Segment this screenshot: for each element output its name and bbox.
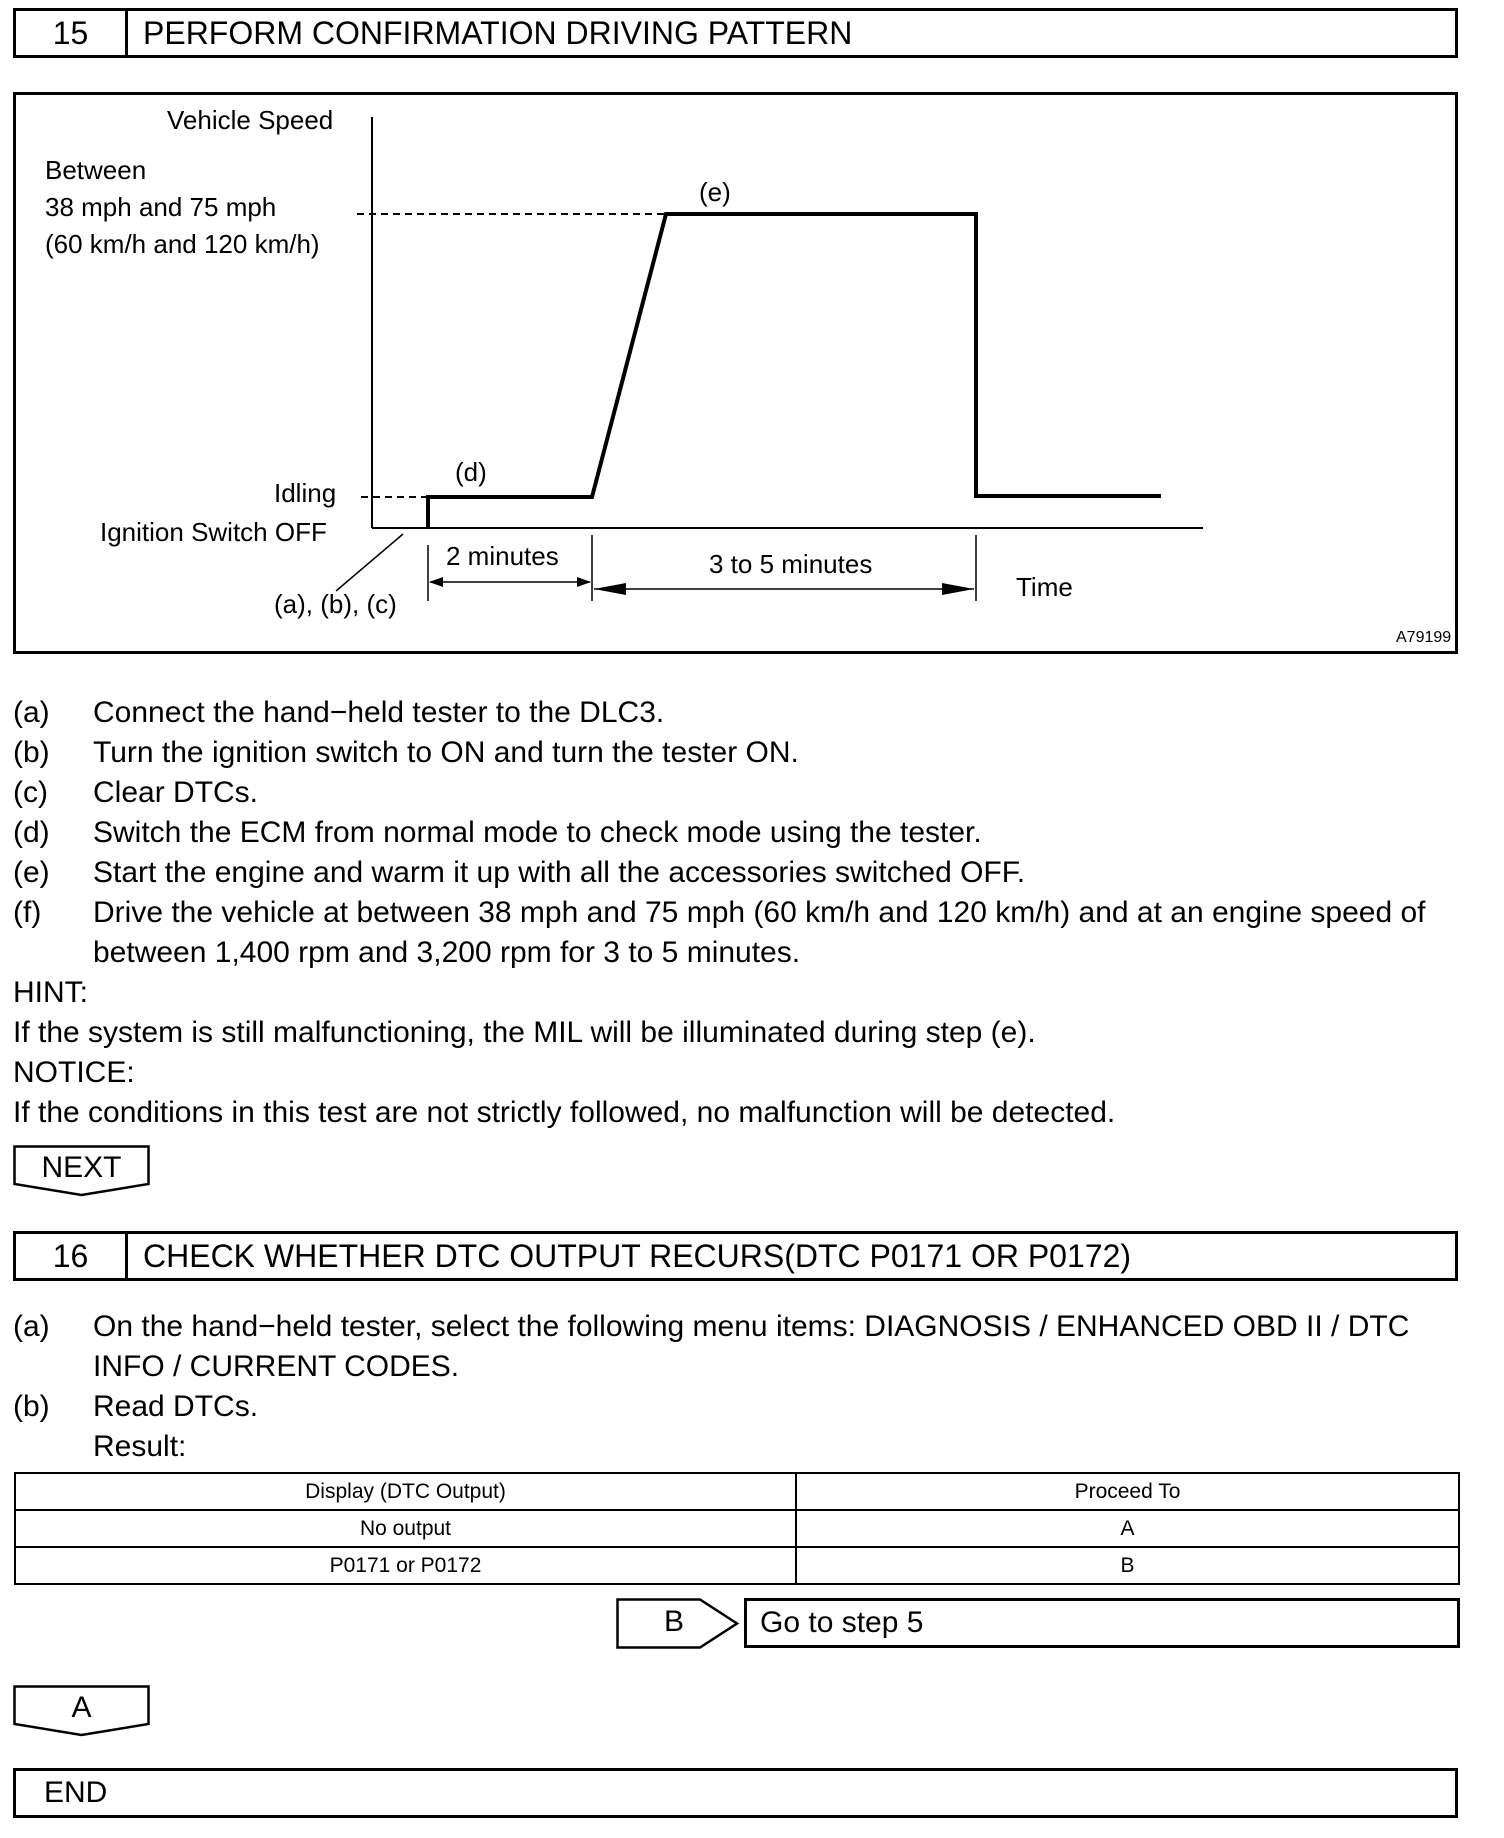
label-d: (d) [455, 457, 487, 487]
idling-label: Idling [274, 478, 337, 508]
label-e: (e) [699, 177, 731, 207]
list-marker: (a) [13, 1310, 50, 1343]
list-text: Turn the ignition switch to ON and turn the tester ON. [93, 736, 799, 769]
table-row [15, 1547, 1459, 1584]
label-abc: (a), (b), (c) [274, 589, 397, 619]
list-text: On the hand−held tester, select the following menu items: DIAGNOSIS / ENHANCED OBD II / DTC INFO / CURRENT CODES. [93, 1310, 1410, 1383]
step-title: PERFORM CONFIRMATION DRIVING PATTERN [143, 14, 853, 51]
list-item [13, 813, 1473, 853]
procedure-16-list [13, 1307, 1473, 1467]
list-item [13, 893, 1473, 973]
speed-range-line-2: 38 mph and 75 mph [45, 192, 277, 222]
table-cell: B [796, 1547, 1459, 1584]
ignition-off-label: Ignition Switch OFF [100, 517, 327, 547]
list-marker: (d) [13, 816, 50, 849]
duration-3-to-5-minutes: 3 to 5 minutes [709, 549, 873, 579]
step-number: 15 [16, 11, 128, 55]
speed-range-line-3: (60 km/h and 120 km/h) [45, 229, 320, 259]
notice-text: If the conditions in this test are not strictly followed, no malfunction will be detected. [13, 1096, 1116, 1129]
table-header-row [15, 1473, 1459, 1510]
speed-range-line-1: Between [45, 155, 147, 185]
arrow-head [594, 583, 626, 595]
branch-a-button[interactable] [13, 1685, 150, 1737]
table-cell: A [796, 1510, 1459, 1547]
list-item [13, 773, 1473, 813]
branch-b-button[interactable] [616, 1598, 740, 1650]
end-box: END [13, 1768, 1458, 1818]
list-marker: (c) [13, 776, 48, 809]
y-axis-label: Vehicle Speed [167, 105, 334, 135]
column-header: Proceed To [796, 1473, 1459, 1510]
branch-b-destination: Go to step 5 [744, 1598, 1460, 1648]
arrow-head [577, 577, 591, 587]
list-item [13, 853, 1473, 893]
table-cell: P0171 or P0172 [15, 1547, 796, 1584]
list-text: Switch the ECM from normal mode to check mode using the tester. [93, 816, 982, 849]
arrow-head [942, 583, 974, 595]
result-table [14, 1472, 1460, 1585]
next-button[interactable] [13, 1145, 150, 1197]
arrow-head [429, 577, 443, 587]
list-text: Start the engine and warm it up with all the accessories switched OFF. [93, 856, 1026, 889]
hint-label: HINT: [13, 976, 88, 1009]
table-cell: No output [15, 1510, 796, 1547]
branch-a-label: A [71, 1691, 92, 1724]
step-title: CHECK WHETHER DTC OUTPUT RECURS(DTC P0171 OR P0172) [143, 1237, 1132, 1274]
driving-pattern-figure [13, 92, 1458, 654]
list-text: Drive the vehicle at between 38 mph and 75 mph (60 km/h and 120 km/h) and at an engine speed of between 1,400 rpm and 3,200 rpm for 3 to 5 minutes. [93, 896, 1426, 969]
next-label: NEXT [41, 1151, 122, 1184]
branch-b-label: B [664, 1605, 685, 1638]
speed-trace [428, 214, 1161, 528]
list-item [13, 1307, 1473, 1387]
list-marker: (e) [13, 856, 50, 889]
notice-label: NOTICE: [13, 1056, 135, 1089]
list-text: Clear DTCs. [93, 776, 259, 809]
list-text: Connect the hand−held tester to the DLC3. [93, 696, 665, 729]
table-row [15, 1510, 1459, 1547]
hint-text: If the system is still malfunctioning, the MIL will be illuminated during step (e). [13, 1016, 1036, 1049]
column-header: Display (DTC Output) [15, 1473, 796, 1510]
list-item [13, 1427, 1473, 1467]
list-marker: (a) [13, 696, 50, 729]
x-axis-label: Time [1016, 572, 1073, 602]
list-marker: (b) [13, 736, 50, 769]
step-15-header [13, 8, 1458, 58]
list-item [13, 693, 1473, 733]
abc-pointer [336, 534, 403, 591]
list-marker: (b) [13, 1390, 50, 1423]
list-item [13, 733, 1473, 773]
procedure-15-list [13, 693, 1473, 973]
step-16-header [13, 1231, 1458, 1281]
list-text: Read DTCs. [93, 1390, 259, 1423]
result-label: Result: [93, 1430, 187, 1463]
list-marker: (f) [13, 896, 42, 929]
list-item [13, 1387, 1473, 1427]
duration-2-minutes: 2 minutes [446, 541, 559, 571]
step-number: 16 [16, 1234, 128, 1278]
figure-id: A79199 [1396, 629, 1452, 646]
